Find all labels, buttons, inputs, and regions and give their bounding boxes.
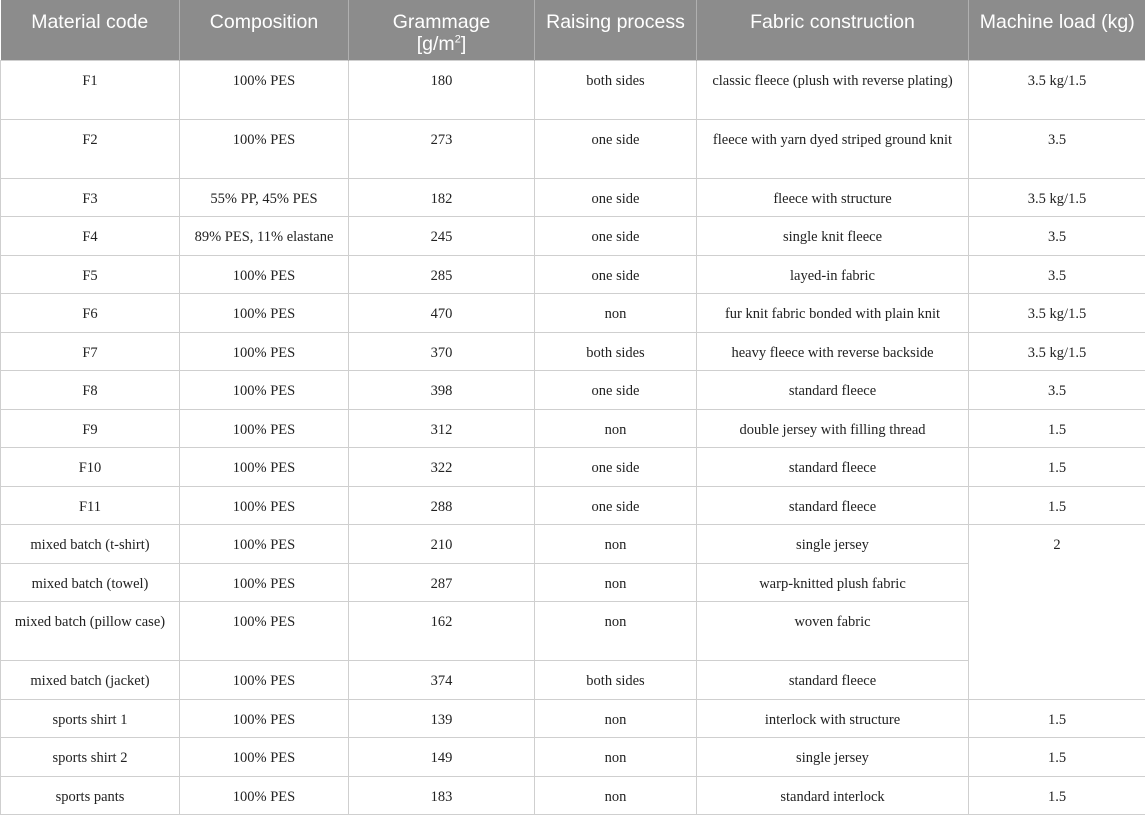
table-header bbox=[1, 0, 1145, 60]
cell-composition: 100% PES bbox=[180, 525, 349, 564]
cell-grammage: 285 bbox=[349, 255, 535, 294]
cell-construction: fur knit fabric bonded with plain knit bbox=[697, 294, 969, 333]
cell-code: sports pants bbox=[1, 776, 180, 815]
cell-raising: both sides bbox=[535, 661, 697, 700]
cell-construction: single jersey bbox=[697, 525, 969, 564]
cell-code: F9 bbox=[1, 409, 180, 448]
header-grammage-unit-suffix: ] bbox=[460, 33, 467, 55]
cell-code: sports shirt 2 bbox=[1, 738, 180, 777]
cell-raising: non bbox=[535, 602, 697, 661]
cell-grammage: 273 bbox=[349, 119, 535, 178]
cell-grammage: 182 bbox=[349, 178, 535, 217]
cell-construction: fleece with yarn dyed striped ground knit bbox=[697, 119, 969, 178]
table-row bbox=[1, 448, 1145, 487]
cell-load: 3.5 bbox=[969, 255, 1145, 294]
cell-composition: 100% PES bbox=[180, 60, 349, 119]
cell-load: 3.5 kg/1.5 bbox=[969, 60, 1145, 119]
cell-composition: 89% PES, 11% elastane bbox=[180, 217, 349, 256]
cell-raising: one side bbox=[535, 371, 697, 410]
table-row bbox=[1, 699, 1145, 738]
cell-grammage: 288 bbox=[349, 486, 535, 525]
header-grammage bbox=[349, 0, 535, 60]
cell-code: F10 bbox=[1, 448, 180, 487]
cell-code: F6 bbox=[1, 294, 180, 333]
cell-code: mixed batch (towel) bbox=[1, 563, 180, 602]
cell-construction: classic fleece (plush with reverse plating) bbox=[697, 60, 969, 119]
cell-grammage: 470 bbox=[349, 294, 535, 333]
header-grammage-unit-prefix: [g/m bbox=[416, 33, 455, 55]
header-machine-load: Machine load (kg) bbox=[969, 0, 1145, 60]
cell-raising: non bbox=[535, 563, 697, 602]
table-row bbox=[1, 119, 1145, 178]
cell-raising: one side bbox=[535, 486, 697, 525]
cell-code: mixed batch (jacket) bbox=[1, 661, 180, 700]
cell-raising: one side bbox=[535, 448, 697, 487]
cell-load-merged: 2 bbox=[969, 525, 1145, 700]
table-row bbox=[1, 60, 1145, 119]
cell-composition: 100% PES bbox=[180, 409, 349, 448]
cell-code: F1 bbox=[1, 60, 180, 119]
cell-grammage: 374 bbox=[349, 661, 535, 700]
cell-load: 1.5 bbox=[969, 448, 1145, 487]
table-body bbox=[1, 60, 1145, 815]
cell-construction: single knit fleece bbox=[697, 217, 969, 256]
cell-raising: non bbox=[535, 776, 697, 815]
cell-load: 3.5 bbox=[969, 371, 1145, 410]
cell-load: 3.5 kg/1.5 bbox=[969, 332, 1145, 371]
cell-code: F5 bbox=[1, 255, 180, 294]
cell-code: F7 bbox=[1, 332, 180, 371]
cell-grammage: 162 bbox=[349, 602, 535, 661]
cell-code: F8 bbox=[1, 371, 180, 410]
cell-construction: standard fleece bbox=[697, 486, 969, 525]
table-row bbox=[1, 486, 1145, 525]
cell-code: F11 bbox=[1, 486, 180, 525]
cell-composition: 100% PES bbox=[180, 294, 349, 333]
cell-grammage: 398 bbox=[349, 371, 535, 410]
cell-load: 3.5 bbox=[969, 119, 1145, 178]
table-row bbox=[1, 178, 1145, 217]
table-row bbox=[1, 738, 1145, 777]
table-row bbox=[1, 776, 1145, 815]
cell-load: 3.5 kg/1.5 bbox=[969, 294, 1145, 333]
cell-grammage: 287 bbox=[349, 563, 535, 602]
cell-construction: heavy fleece with reverse backside bbox=[697, 332, 969, 371]
cell-raising: both sides bbox=[535, 60, 697, 119]
cell-construction: standard fleece bbox=[697, 448, 969, 487]
cell-grammage: 210 bbox=[349, 525, 535, 564]
cell-load: 1.5 bbox=[969, 738, 1145, 777]
header-grammage-unit-sup: 2 bbox=[454, 33, 461, 46]
header-material-code: Material code bbox=[1, 0, 180, 60]
cell-construction: fleece with structure bbox=[697, 178, 969, 217]
cell-composition: 100% PES bbox=[180, 448, 349, 487]
cell-grammage: 149 bbox=[349, 738, 535, 777]
table-row bbox=[1, 371, 1145, 410]
cell-grammage: 180 bbox=[349, 60, 535, 119]
cell-composition: 100% PES bbox=[180, 563, 349, 602]
cell-composition: 100% PES bbox=[180, 332, 349, 371]
header-composition: Composition bbox=[180, 0, 349, 60]
cell-raising: one side bbox=[535, 217, 697, 256]
cell-code: F3 bbox=[1, 178, 180, 217]
cell-construction: standard interlock bbox=[697, 776, 969, 815]
cell-load: 1.5 bbox=[969, 486, 1145, 525]
cell-construction: interlock with structure bbox=[697, 699, 969, 738]
cell-load: 3.5 kg/1.5 bbox=[969, 178, 1145, 217]
cell-load: 1.5 bbox=[969, 776, 1145, 815]
cell-code: F4 bbox=[1, 217, 180, 256]
cell-code: mixed batch (pillow case) bbox=[1, 602, 180, 661]
cell-grammage: 312 bbox=[349, 409, 535, 448]
cell-composition: 100% PES bbox=[180, 255, 349, 294]
cell-grammage: 245 bbox=[349, 217, 535, 256]
cell-composition: 100% PES bbox=[180, 699, 349, 738]
cell-raising: non bbox=[535, 525, 697, 564]
cell-raising: non bbox=[535, 699, 697, 738]
header-grammage-label: Grammage bbox=[392, 11, 491, 33]
cell-code: sports shirt 1 bbox=[1, 699, 180, 738]
cell-raising: non bbox=[535, 738, 697, 777]
table-row bbox=[1, 217, 1145, 256]
cell-construction: standard fleece bbox=[697, 371, 969, 410]
cell-grammage: 183 bbox=[349, 776, 535, 815]
cell-construction: warp-knitted plush fabric bbox=[697, 563, 969, 602]
cell-composition: 100% PES bbox=[180, 776, 349, 815]
cell-construction: single jersey bbox=[697, 738, 969, 777]
cell-load: 1.5 bbox=[969, 699, 1145, 738]
header-row bbox=[1, 0, 1145, 60]
cell-composition: 100% PES bbox=[180, 486, 349, 525]
cell-composition: 100% PES bbox=[180, 602, 349, 661]
cell-composition: 100% PES bbox=[180, 661, 349, 700]
cell-construction: layed-in fabric bbox=[697, 255, 969, 294]
header-raising-process: Raising process bbox=[535, 0, 697, 60]
cell-construction: woven fabric bbox=[697, 602, 969, 661]
table-row bbox=[1, 525, 1145, 564]
cell-raising: one side bbox=[535, 119, 697, 178]
header-fabric-construction: Fabric construction bbox=[697, 0, 969, 60]
cell-composition: 100% PES bbox=[180, 371, 349, 410]
cell-grammage: 139 bbox=[349, 699, 535, 738]
cell-composition: 100% PES bbox=[180, 738, 349, 777]
cell-raising: non bbox=[535, 294, 697, 333]
cell-code: F2 bbox=[1, 119, 180, 178]
cell-raising: non bbox=[535, 409, 697, 448]
table-row bbox=[1, 255, 1145, 294]
cell-construction: standard fleece bbox=[697, 661, 969, 700]
cell-grammage: 322 bbox=[349, 448, 535, 487]
cell-composition: 55% PP, 45% PES bbox=[180, 178, 349, 217]
cell-raising: one side bbox=[535, 255, 697, 294]
cell-load: 3.5 bbox=[969, 217, 1145, 256]
cell-code: mixed batch (t-shirt) bbox=[1, 525, 180, 564]
cell-grammage: 370 bbox=[349, 332, 535, 371]
cell-raising: both sides bbox=[535, 332, 697, 371]
cell-composition: 100% PES bbox=[180, 119, 349, 178]
cell-raising: one side bbox=[535, 178, 697, 217]
table-row bbox=[1, 332, 1145, 371]
table-row bbox=[1, 409, 1145, 448]
cell-construction: double jersey with filling thread bbox=[697, 409, 969, 448]
table-row bbox=[1, 294, 1145, 333]
cell-load: 1.5 bbox=[969, 409, 1145, 448]
